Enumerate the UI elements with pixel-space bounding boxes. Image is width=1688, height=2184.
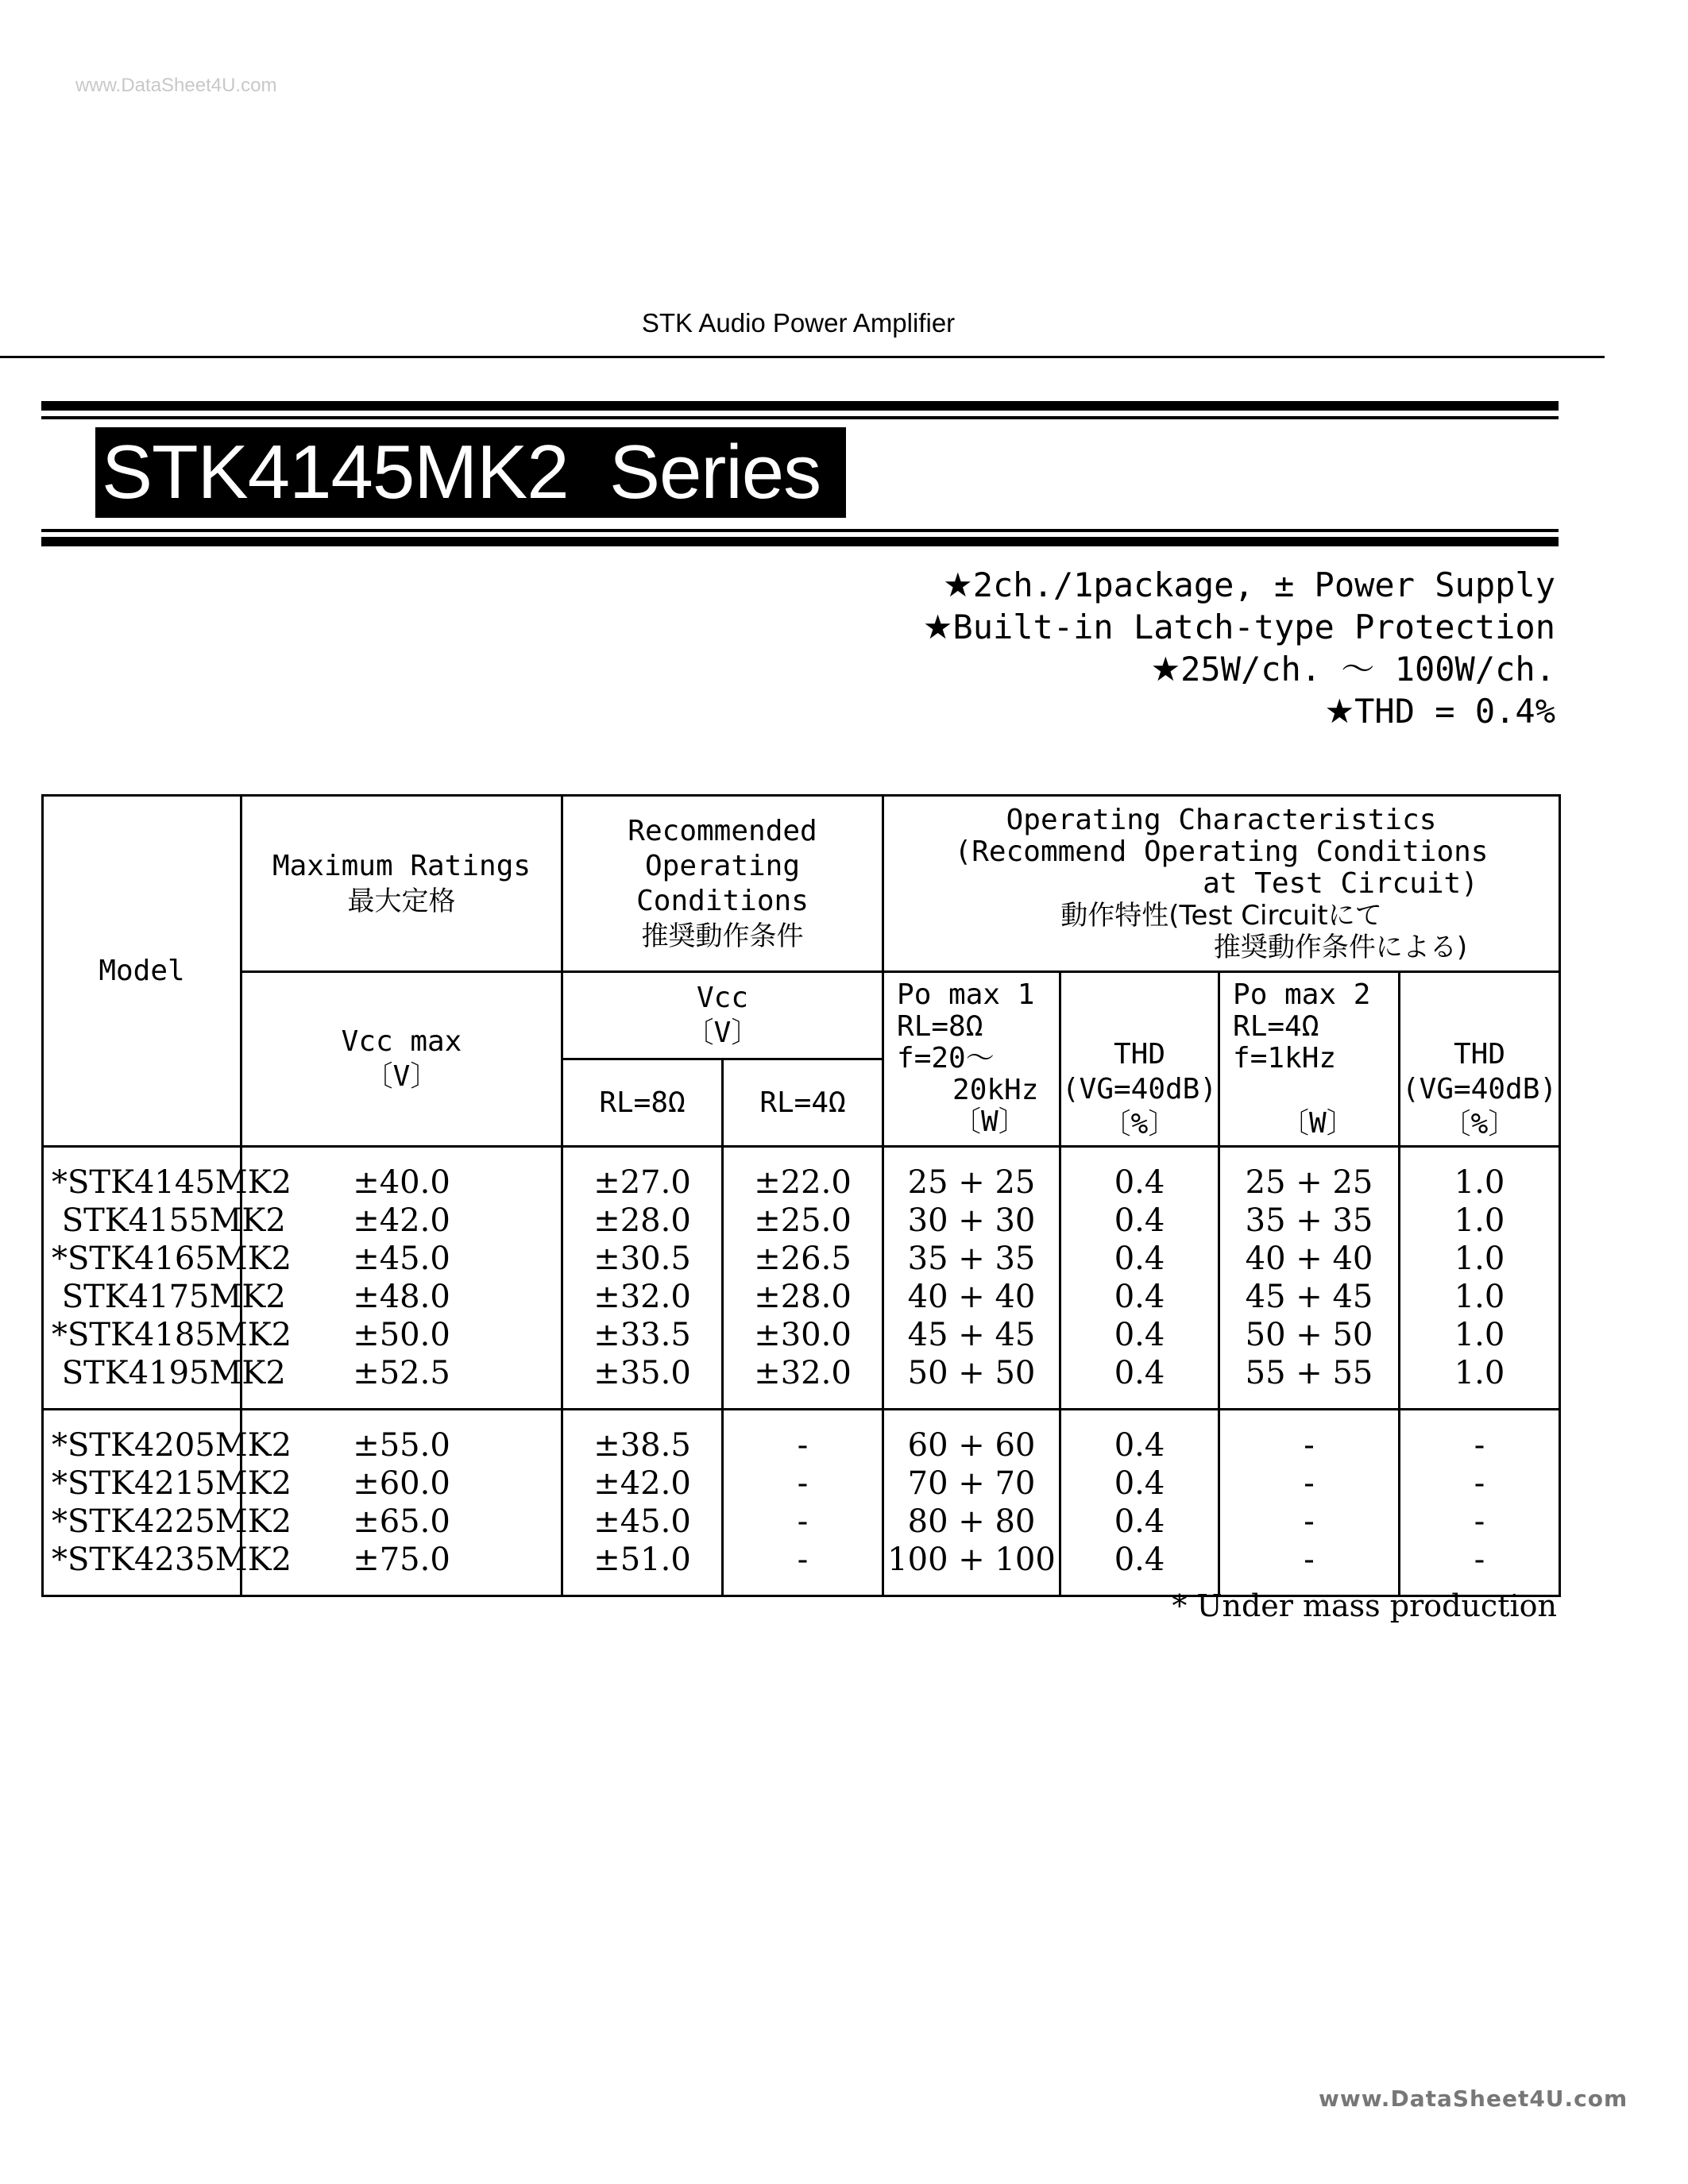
vcc-rl4-column: ±22.0 ±25.0 ±26.5 ±28.0 ±30.0 ±32.0 [723, 1147, 883, 1410]
thd1-column: 0.4 0.4 0.4 0.4 0.4 0.4 [1060, 1147, 1219, 1410]
table-row-group1 [43, 1147, 1560, 1410]
table-row-group2 [43, 1410, 1560, 1596]
title-rule-bottom-thick [41, 537, 1559, 546]
vcc-max-column: ±55.0 ±60.0 ±65.0 ±75.0 [241, 1410, 562, 1596]
running-head: STK Audio Power Amplifier [641, 308, 956, 338]
model-column: *STK4205MK2 *STK4215MK2 *STK4225MK2 *STK4235MK2 [43, 1410, 241, 1596]
title-rule-top-thin [41, 416, 1559, 419]
po-max1-column: 25 + 25 30 + 30 35 + 35 40 + 40 45 + 45 50 + 50 [883, 1147, 1060, 1410]
vcc-rl8-column: ±38.5 ±42.0 ±45.0 ±51.0 [562, 1410, 723, 1596]
vcc-rl4-column: - - - - [723, 1410, 883, 1596]
watermark-top: www.DataSheet4U.com [75, 75, 277, 96]
header-po-max1: Po max 1 RL=8Ω f=20～ 20kHz 〔W〕 [883, 972, 1060, 1147]
feature-item: ★Built-in Latch-type Protection [922, 608, 1555, 646]
header-model: Model [43, 796, 241, 1147]
model-column: *STK4145MK2 STK4155MK2 *STK4165MK2 STK4175MK2 *STK4185MK2 STK4195MK2 [43, 1147, 241, 1410]
title-rule-bottom-thin [41, 529, 1559, 532]
po-max1-column: 60 + 60 70 + 70 80 + 80 100 + 100 [883, 1410, 1060, 1596]
title-rule-top-thick [41, 401, 1559, 411]
feature-item: ★2ch./1package, ± Power Supply [943, 565, 1555, 604]
header-operating-characteristics: Operating Characteristics (Recommend Operating Conditions at Test Circuit) 動作特性(Test Circuitにて 推奨動作条件による) [883, 796, 1560, 972]
header-thd1: THD (VG=40dB) 〔%〕 [1060, 972, 1219, 1147]
header-recommended: Recommended Operating Conditions 推奨動作条件 [562, 796, 883, 972]
po-max2-column: - - - - [1219, 1410, 1400, 1596]
header-vcc-max: Vcc max 〔V〕 [241, 972, 562, 1147]
thd1-column: 0.4 0.4 0.4 0.4 [1060, 1410, 1219, 1596]
star-icon: ★ [1150, 650, 1181, 689]
star-icon: ★ [943, 565, 973, 604]
header-max-ratings: Maximum Ratings 最大定格 [241, 796, 562, 972]
header-rule [0, 356, 1605, 358]
star-icon: ★ [922, 608, 953, 646]
header-po-max2: Po max 2 RL=4Ω f=1kHz 〔W〕 [1219, 972, 1400, 1147]
spec-table [41, 794, 1561, 1597]
thd2-column: 1.0 1.0 1.0 1.0 1.0 1.0 [1400, 1147, 1560, 1410]
feature-item: ★THD = 0.4% [1324, 692, 1555, 731]
header-vcc: Vcc 〔V〕 [562, 972, 883, 1059]
vcc-rl8-column: ±27.0 ±28.0 ±30.5 ±32.0 ±33.5 ±35.0 [562, 1147, 723, 1410]
thd2-column: - - - - [1400, 1410, 1560, 1596]
header-rl8: RL=8Ω [562, 1059, 723, 1147]
feature-item: ★25W/ch. ～ 100W/ch. [1150, 650, 1555, 689]
star-icon: ★ [1324, 692, 1355, 731]
header-rl4: RL=4Ω [723, 1059, 883, 1147]
series-title: STK4145MK2 Series [95, 427, 846, 518]
header-thd2: THD (VG=40dB) 〔%〕 [1400, 972, 1560, 1147]
footnote: * Under mass production [1172, 1588, 1557, 1623]
watermark-bottom: www.DataSheet4U.com [1319, 2086, 1628, 2112]
feature-list [923, 564, 1555, 732]
po-max2-column: 25 + 25 35 + 35 40 + 40 45 + 45 50 + 50 55 + 55 [1219, 1147, 1400, 1410]
vcc-max-column: ±40.0 ±42.0 ±45.0 ±48.0 ±50.0 ±52.5 [241, 1147, 562, 1410]
